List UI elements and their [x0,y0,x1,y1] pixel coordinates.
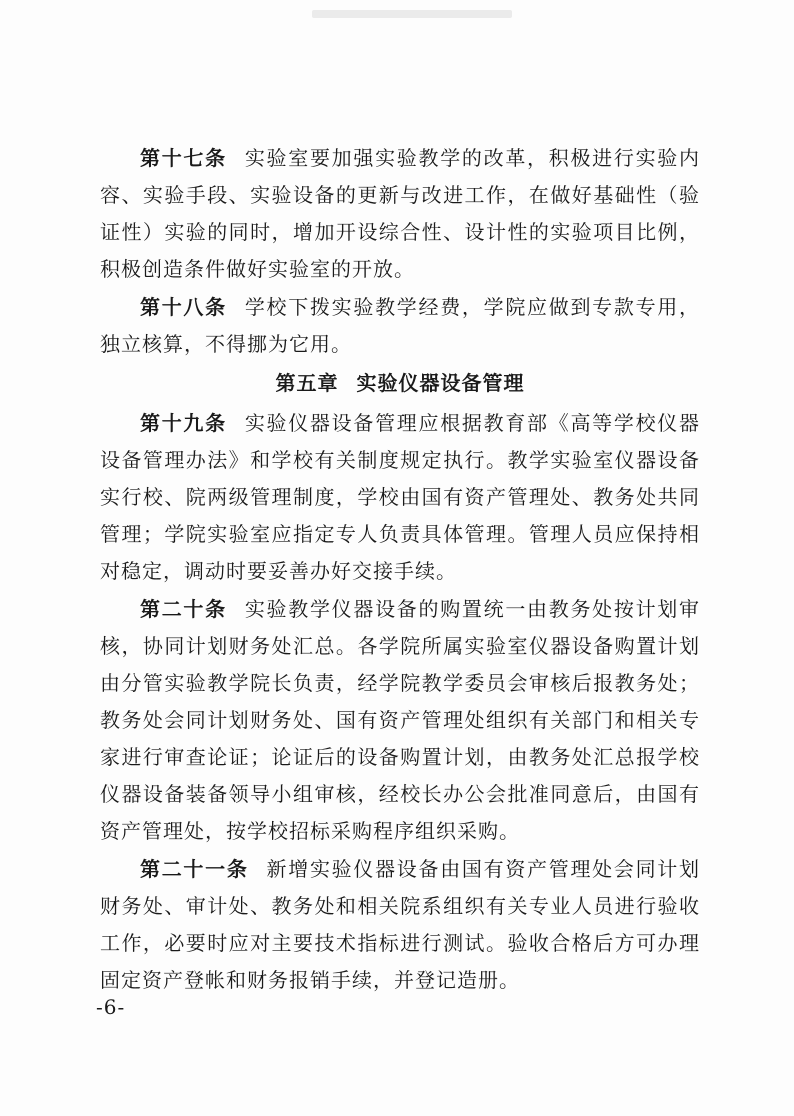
article-number: 第二十条 [140,597,227,621]
chapter-heading [100,365,700,402]
document-body [100,140,700,1000]
page-number: -6- [96,995,126,1019]
article-number: 第二十一条 [140,857,249,881]
article-19 [100,405,700,590]
article-number: 第十七条 [140,146,227,170]
chapter-title: 实验仪器设备管理 [356,371,525,395]
article-21 [100,851,700,999]
article-text: 实验教学仪器设备的购置统一由教务处按计划审核，协同计划财务处汇总。各学院所属实验室仪器设备购置计划由分管实验教学院长负责，经学院教学委员会审核后报教务处；教务处会同计划财务处、国有资产管理处组织有关部门和相关专家进行审查论证；论证后的设备购置计划，由教务处汇总报学校仪器设备装备领导小组审核，经校长办公会批准同意后，由国有资产管理处，按学校招标采购程序组织采购。 [100,597,701,843]
article-18 [100,289,700,363]
article-20 [100,591,700,850]
article-17 [100,140,700,288]
article-number: 第十八条 [140,295,227,319]
article-text: 学校下拨实验教学经费，学院应做到专款专用，独立核算，不得挪为它用。 [100,295,701,356]
article-number: 第十九条 [140,411,227,435]
chapter-number: 第五章 [275,371,339,395]
header-stamp [312,10,512,18]
article-text: 新增实验仪器设备由国有资产管理处会同计划财务处、审计处、教务处和相关院系组织有关专业人员进行验收工作，必要时应对主要技术指标进行测试。验收合格后方可办理固定资产登帐和财务报销手续，并登记造册。 [100,857,701,992]
article-text: 实验仪器设备管理应根据教育部《高等学校仪器设备管理办法》和学校有关制度规定执行。教学实验室仪器设备实行校、院两级管理制度，学校由国有资产管理处、教务处共同管理；学院实验室应指定专人负责具体管理。管理人员应保持相对稳定，调动时要妥善办好交接手续。 [100,411,701,583]
article-text: 实验室要加强实验教学的改革，积极进行实验内容、实验手段、实验设备的更新与改进工作，在做好基础性（验证性）实验的同时，增加开设综合性、设计性的实验项目比例，积极创造条件做好实验室的开放。 [100,146,701,281]
